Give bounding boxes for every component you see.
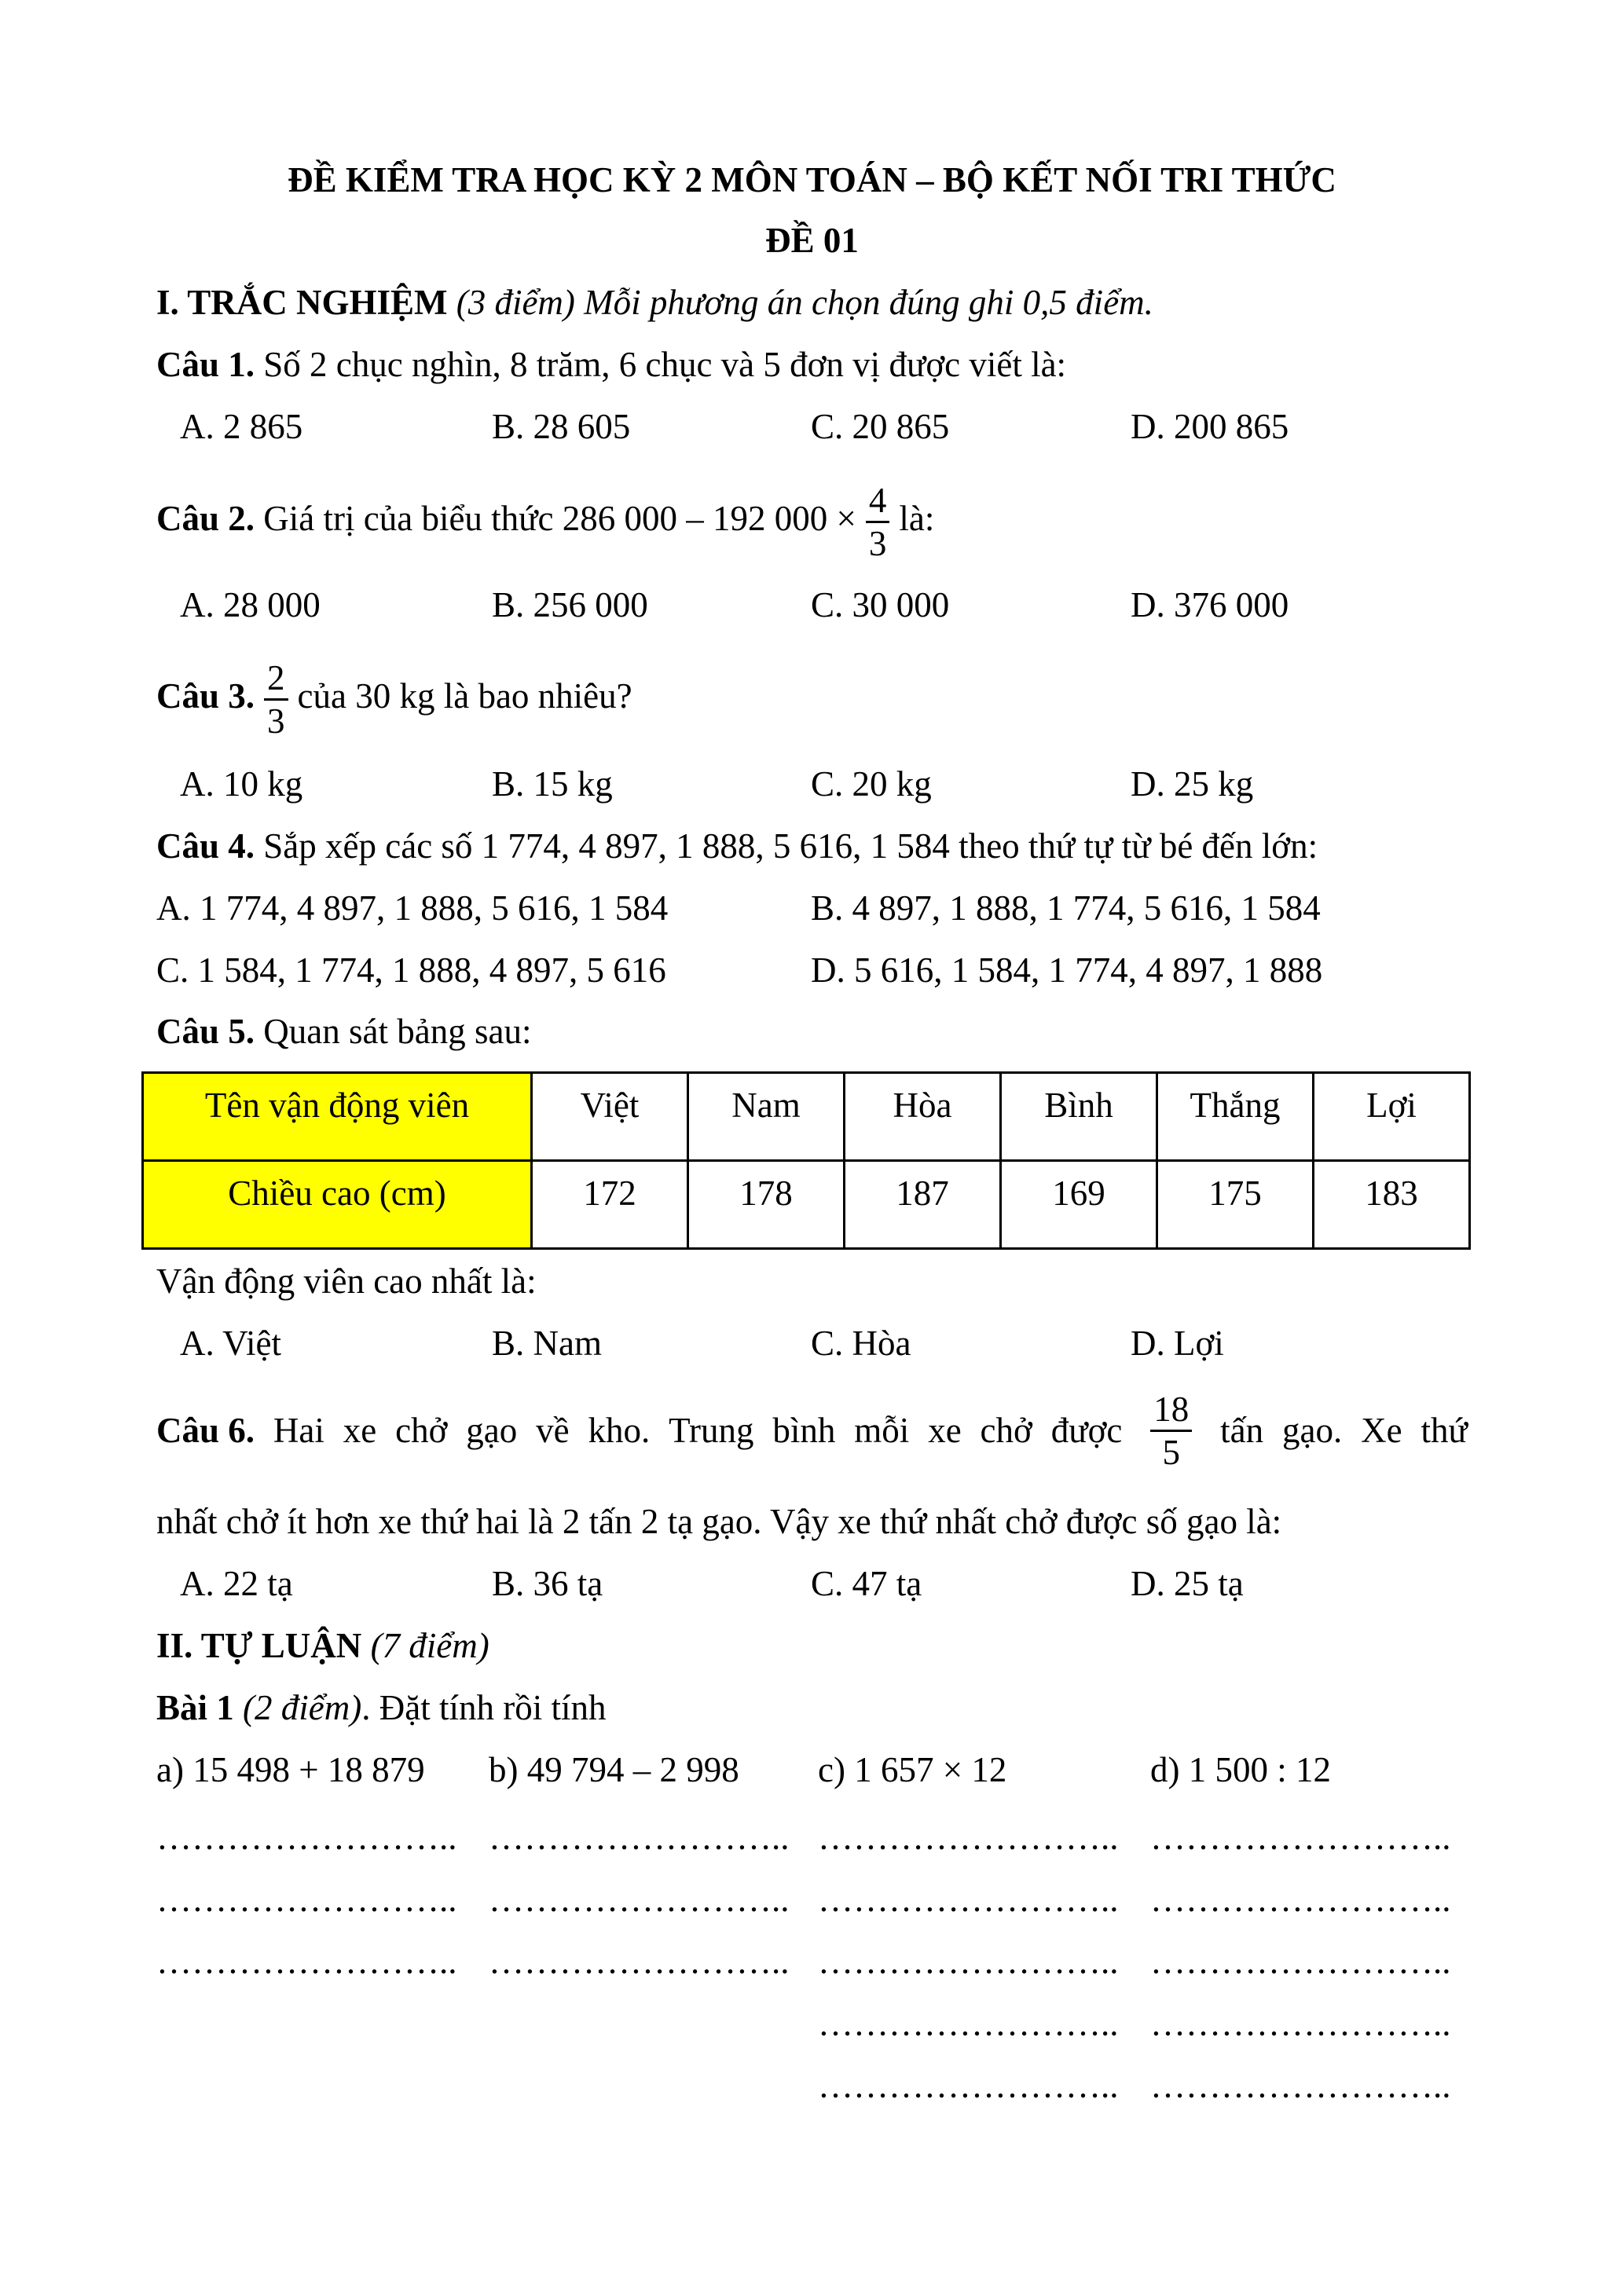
- word: kho.: [588, 1411, 651, 1450]
- word: gạo: [466, 1411, 518, 1450]
- word: về: [536, 1411, 570, 1450]
- question-label: Câu 6.: [156, 1411, 255, 1450]
- q1-option-b: B. 28 605: [492, 407, 631, 446]
- word: chở: [980, 1411, 1032, 1450]
- q1-option-d: D. 200 865: [1131, 407, 1289, 446]
- answer-dots: ……………………..: [1150, 1818, 1451, 1857]
- word: xe: [343, 1411, 377, 1450]
- q5-option-a: A. Việt: [180, 1324, 281, 1363]
- answer-dots: ……………………..: [156, 1942, 457, 1981]
- table-cell: Thắng: [1157, 1073, 1314, 1161]
- q5-option-c: C. Hòa: [811, 1324, 911, 1363]
- word: được: [1050, 1411, 1123, 1450]
- q1-option-c: C. 20 865: [811, 407, 950, 446]
- q1-option-a: A. 2 865: [180, 407, 303, 446]
- q3-option-a: A. 10 kg: [180, 764, 303, 804]
- q4-option-c: C. 1 584, 1 774, 1 888, 4 897, 5 616: [156, 950, 666, 990]
- table-row: [143, 1161, 1470, 1249]
- answer-dots: ……………………..: [818, 1942, 1119, 1981]
- table-header-cell: Chiều cao (cm): [143, 1161, 532, 1249]
- answer-dots: ……………………..: [1150, 1880, 1451, 1919]
- answer-dots: ……………………..: [1150, 2004, 1451, 2043]
- task-c: c) 1 657 × 12: [818, 1750, 1007, 1789]
- table-cell: Lợi: [1314, 1073, 1470, 1161]
- document-subtitle: ĐỀ 01: [765, 221, 859, 260]
- table-cell: 169: [1001, 1161, 1157, 1249]
- table-cell: 178: [688, 1161, 845, 1249]
- q4-option-a: A. 1 774, 4 897, 1 888, 5 616, 1 584: [156, 888, 669, 928]
- q5-option-b: B. Nam: [492, 1324, 602, 1363]
- question-1: Câu 1. Số 2 chục nghìn, 8 trăm, 6 chục và 5 đơn vị được viết là:: [156, 345, 1067, 384]
- word: Hai: [273, 1411, 324, 1450]
- q6-option-a: A. 22 tạ: [180, 1564, 293, 1603]
- answer-dots: ……………………..: [156, 1818, 457, 1857]
- task-d: d) 1 500 : 12: [1150, 1750, 1331, 1789]
- part2-heading: II. TỰ LUẬN (7 điểm): [156, 1626, 489, 1665]
- q6-line-2: nhất chở ít hơn xe thứ hai là 2 tấn 2 tạ gạo. Vậy xe thứ nhất chở được số gạo là:: [156, 1502, 1282, 1541]
- q6-option-d: D. 25 tạ: [1131, 1564, 1244, 1603]
- numerator: 18: [1150, 1392, 1192, 1432]
- answer-dots: ……………………..: [818, 2066, 1119, 2105]
- question-4: Câu 4. Sắp xếp các số 1 774, 4 897, 1 888, 5 616, 1 584 theo thứ tự từ bé đến lớn:: [156, 826, 1318, 866]
- answer-dots: ……………………..: [818, 1880, 1119, 1919]
- word: chở: [395, 1411, 448, 1450]
- question-3: Câu 3. $\frac{2}{3}$ của 30 kg là bao nhiêu?: [156, 658, 632, 742]
- answer-dots: ……………………..: [156, 1880, 457, 1919]
- q3-option-b: B. 15 kg: [492, 764, 613, 804]
- q6-option-c: C. 47 tạ: [811, 1564, 922, 1603]
- q2-option-b: B. 256 000: [492, 585, 648, 624]
- fraction: $\frac{4}{3}$: [866, 483, 890, 561]
- question-2: Câu 2. Giá trị của biểu thức 286 000 – 192 000 × $\frac{4}{3}$ là:: [156, 481, 935, 564]
- athlete-height-table: [141, 1071, 1471, 1250]
- word: Xe: [1361, 1411, 1402, 1450]
- exercise-1: Bài 1 (2 điểm). Đặt tính rồi tính: [156, 1688, 607, 1727]
- q2-option-d: D. 376 000: [1131, 585, 1289, 624]
- word: mỗi: [854, 1411, 910, 1450]
- word: tấn: [1220, 1411, 1264, 1450]
- q5-option-d: D. Lợi: [1131, 1324, 1224, 1363]
- q2-option-c: C. 30 000: [811, 585, 950, 624]
- answer-dots: ……………………..: [818, 1818, 1119, 1857]
- task-b: b) 49 794 – 2 998: [489, 1750, 739, 1789]
- answer-dots: ……………………..: [489, 1942, 790, 1981]
- word: gạo.: [1281, 1411, 1343, 1450]
- word: bình: [772, 1411, 836, 1450]
- table-row: [143, 1073, 1470, 1161]
- q3-option-d: D. 25 kg: [1131, 764, 1254, 804]
- question-6: [156, 1391, 1468, 1470]
- answer-dots: ……………………..: [818, 2004, 1119, 2043]
- table-cell: 172: [532, 1161, 688, 1249]
- table-header-cell: Tên vận động viên: [143, 1073, 532, 1161]
- q6-option-b: B. 36 tạ: [492, 1564, 603, 1603]
- q2-option-a: A. 28 000: [180, 585, 321, 624]
- task-a: a) 15 498 + 18 879: [156, 1750, 425, 1789]
- question-5: Câu 5. Quan sát bảng sau:: [156, 1012, 532, 1051]
- table-cell: 183: [1314, 1161, 1470, 1249]
- table-cell: Nam: [688, 1073, 845, 1161]
- word: xe: [928, 1411, 962, 1450]
- denominator: 5: [1162, 1432, 1180, 1472]
- q4-option-b: B. 4 897, 1 888, 1 774, 5 616, 1 584: [811, 888, 1321, 928]
- word: thứ: [1421, 1411, 1468, 1450]
- q4-option-d: D. 5 616, 1 584, 1 774, 4 897, 1 888: [811, 950, 1323, 990]
- table-cell: Bình: [1001, 1073, 1157, 1161]
- table-cell: Hòa: [845, 1073, 1001, 1161]
- table-cell: Việt: [532, 1073, 688, 1161]
- fraction: $\frac{2}{3}$: [264, 661, 288, 738]
- answer-dots: ……………………..: [1150, 2066, 1451, 2105]
- table-cell: 187: [845, 1161, 1001, 1249]
- word: Trung: [669, 1411, 754, 1450]
- q3-option-c: C. 20 kg: [811, 764, 932, 804]
- answer-dots: ……………………..: [1150, 1942, 1451, 1981]
- answer-dots: ……………………..: [489, 1818, 790, 1857]
- q5-question: Vận động viên cao nhất là:: [156, 1262, 537, 1301]
- document-title: ĐỀ KIỂM TRA HỌC KỲ 2 MÔN TOÁN – BỘ KẾT NỐI TRI THỨC: [288, 160, 1336, 200]
- answer-dots: ……………………..: [489, 1880, 790, 1919]
- part1-heading: I. TRẮC NGHIỆM (3 điểm) Mỗi phương án chọn đúng ghi 0,5 điểm.: [156, 283, 1153, 322]
- fraction: [1150, 1389, 1192, 1472]
- table-cell: 175: [1157, 1161, 1314, 1249]
